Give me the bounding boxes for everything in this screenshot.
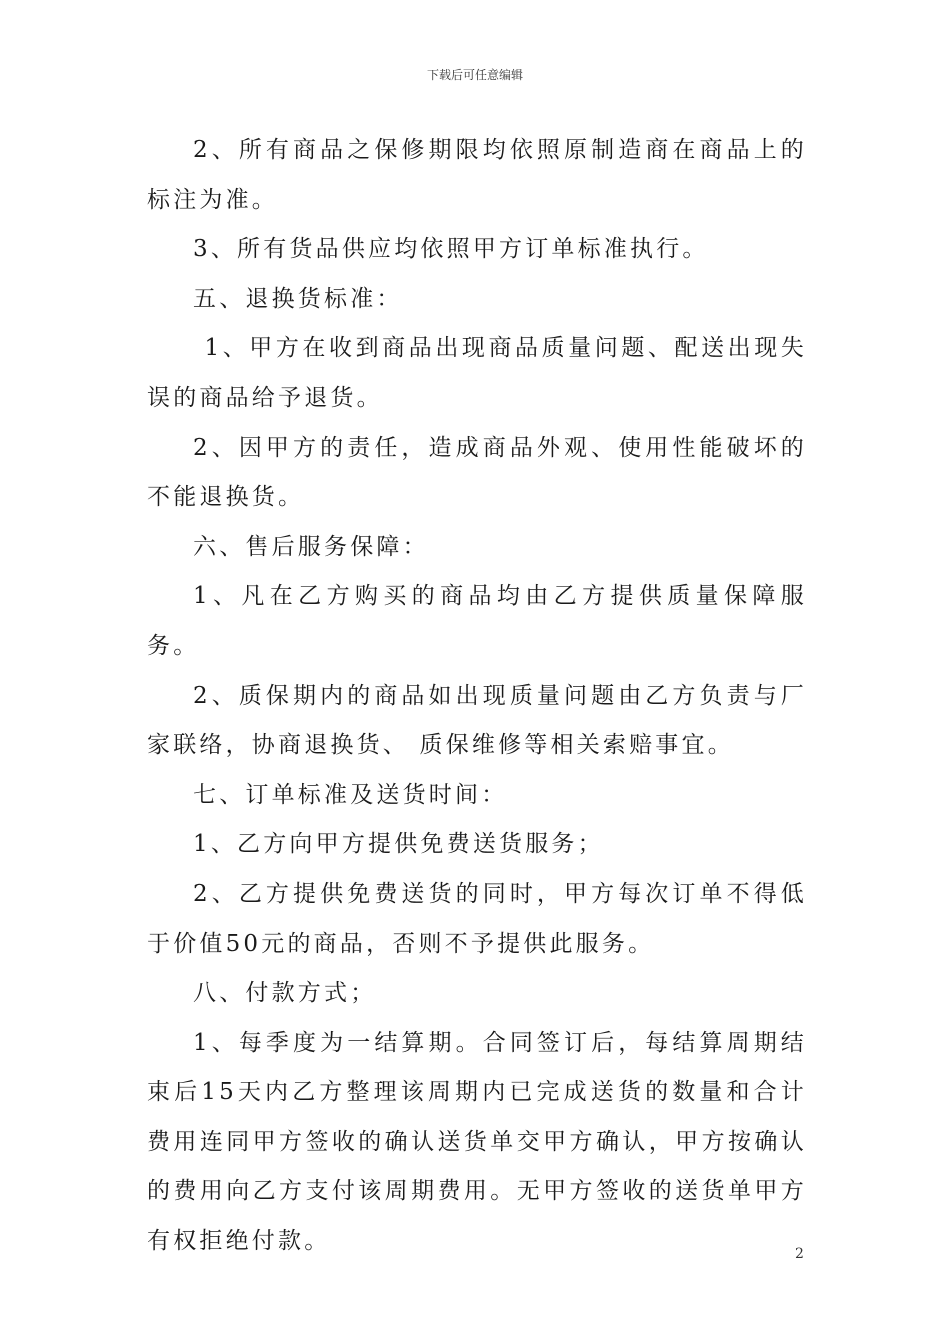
section-heading-after-sales: 六、售后服务保障：	[193, 533, 429, 560]
clause-settlement-period: 1、每季度为一结算期。合同签订后，每结算周期结束后15天内乙方整理该周期内已完成送货的数量和合计费用连同甲方签收的确认送货单交甲方确认，甲方按确认的费用向乙方支付该周期费用。无甲方签收的送货单甲方有权拒绝付款。	[147, 1029, 807, 1255]
clause-quality-guarantee: 1、凡在乙方购买的商品均由乙方提供质量保障服务。	[147, 583, 807, 659]
section-heading-orders: 七、订单标准及送货时间：	[193, 781, 508, 808]
clause-minimum-order: 2、乙方提供免费送货的同时，甲方每次订单不得低于价值50元的商品，否则不予提供此服务。	[147, 880, 807, 957]
page-header: 下载后可任意编辑	[426, 68, 523, 82]
clause-free-delivery: 1、乙方向甲方提供免费送货服务；	[193, 831, 604, 858]
section-heading-returns: 五、退换货标准：	[193, 285, 403, 312]
clause-supply-standard: 3、所有货品供应均依照甲方订单标准执行。	[193, 236, 709, 263]
clause-return-quality: 1、甲方在收到商品出现商品质量问题、配送出现失误的商品给予退货。	[147, 335, 807, 411]
section-heading-payment: 八、付款方式；	[193, 980, 377, 1007]
clause-no-return: 2、因甲方的责任，造成商品外观、使用性能破坏的不能退换货。	[147, 434, 807, 511]
page-number: 2	[795, 1246, 804, 1262]
document-body	[147, 126, 807, 1267]
clause-warranty-period: 2、所有商品之保修期限均依照原制造商在商品上的标注为准。	[147, 137, 807, 213]
clause-warranty-repair: 2、质保期内的商品如出现质量问题由乙方负责与厂家联络，协商退换货、 质保维修等相关索赔事宜。	[147, 682, 807, 759]
